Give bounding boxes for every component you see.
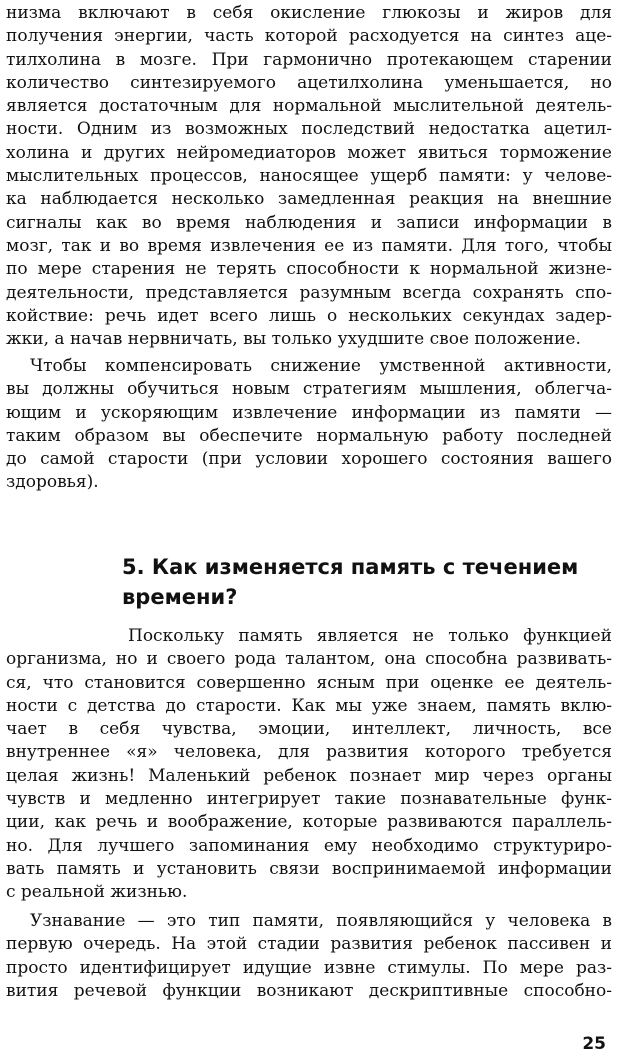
text-line: здоровья). bbox=[6, 472, 99, 493]
text-line: первую очередь. На этой стадии развития ребенок пассивен и bbox=[6, 934, 612, 955]
heading-line: 5. Как изменяется память с течением bbox=[122, 555, 579, 579]
page-number: 25 bbox=[582, 1034, 606, 1054]
text-line: Чтобы компенсировать снижение умственной активности, bbox=[30, 356, 612, 376]
text-line: целая жизнь! Маленький ребенок познает мир через органы bbox=[6, 765, 612, 786]
text-line: вать память и установить связи воспринимаемой информации bbox=[6, 858, 612, 879]
paragraph-2 bbox=[6, 355, 612, 495]
text-line: ности. Одним из возможных последствий недостатка ацетил- bbox=[6, 119, 612, 140]
paragraph-3 bbox=[6, 625, 612, 905]
text-line: Узнавание — это тип памяти, появляющийся у человека в bbox=[30, 911, 612, 931]
text-line: чувств и медленно интегрирует такие познавательные функ- bbox=[6, 789, 612, 810]
text-line: ся, что становится совершенно ясным при оценке ее деятель- bbox=[6, 672, 612, 693]
text-line: количество синтезируемого ацетилхолина уменьшается, но bbox=[6, 72, 612, 93]
text-line: просто идентифицирует идущие извне стимулы. По мере раз- bbox=[6, 957, 612, 978]
text-line: тилхолина в мозге. При гармонично протекающем старении bbox=[6, 49, 612, 70]
text-line: Поскольку память является не только функцией bbox=[128, 626, 612, 646]
text-line: до самой старости (при условии хорошего состояния вашего bbox=[6, 449, 612, 470]
text-line: низма включают в себя окисление глюкозы и жиров для bbox=[6, 3, 612, 23]
text-line: по мере старения не терять способности к нормальной жизне- bbox=[6, 259, 612, 280]
paragraph-4 bbox=[6, 910, 612, 1003]
text-line: ющим и ускоряющим извлечение информации из памяти — bbox=[6, 402, 612, 423]
text-line: внутреннее «я» человека, для развития которого требуется bbox=[6, 742, 612, 763]
heading-line: времени? bbox=[122, 585, 238, 609]
text-line: мозг, так и во время извлечения ее из памяти. Для того, чтобы bbox=[6, 235, 612, 256]
text-line: получения энергии, часть которой расходуется на синтез аце- bbox=[6, 26, 612, 47]
text-line: ка наблюдается несколько замедленная реакция на внешние bbox=[6, 189, 612, 210]
text-line: мыслительных процессов, наносящее ущерб памяти: у челове- bbox=[6, 166, 612, 187]
paragraph-1 bbox=[6, 2, 612, 351]
text-line: сигналы как во время наблюдения и записи информации в bbox=[6, 212, 612, 233]
text-line: холина и других нейромедиаторов может явиться торможение bbox=[6, 142, 612, 163]
text-line: ности с детства до старости. Как мы уже знаем, память вклю- bbox=[6, 695, 612, 716]
section-heading bbox=[122, 552, 602, 612]
text-line: но. Для лучшего запоминания ему необходимо структуриро- bbox=[6, 835, 612, 856]
text-line: ции, как речь и воображение, которые развиваются параллель- bbox=[6, 812, 612, 833]
text-line: деятельности, представляется разумным всегда сохранять спо- bbox=[6, 282, 612, 303]
text-line: организма, но и своего рода талантом, она способна развивать- bbox=[6, 649, 612, 670]
text-line: является достаточным для нормальной мыслительной деятель- bbox=[6, 96, 612, 117]
text-line: чает в себя чувства, эмоции, интеллект, личность, все bbox=[6, 719, 612, 740]
text-line: вития речевой функции возникают дескриптивные способно- bbox=[6, 980, 612, 1001]
text-line: таким образом вы обеспечите нормальную работу последней bbox=[6, 425, 612, 446]
text-line: вы должны обучиться новым стратегиям мышления, облегча- bbox=[6, 379, 612, 400]
text-line: с реальной жизнью. bbox=[6, 882, 188, 903]
text-line: койствие: речь идет всего лишь о нескольких секундах задер- bbox=[6, 305, 612, 326]
text-line: жки, а начав нервничать, вы только ухудшите свое положение. bbox=[6, 329, 581, 350]
